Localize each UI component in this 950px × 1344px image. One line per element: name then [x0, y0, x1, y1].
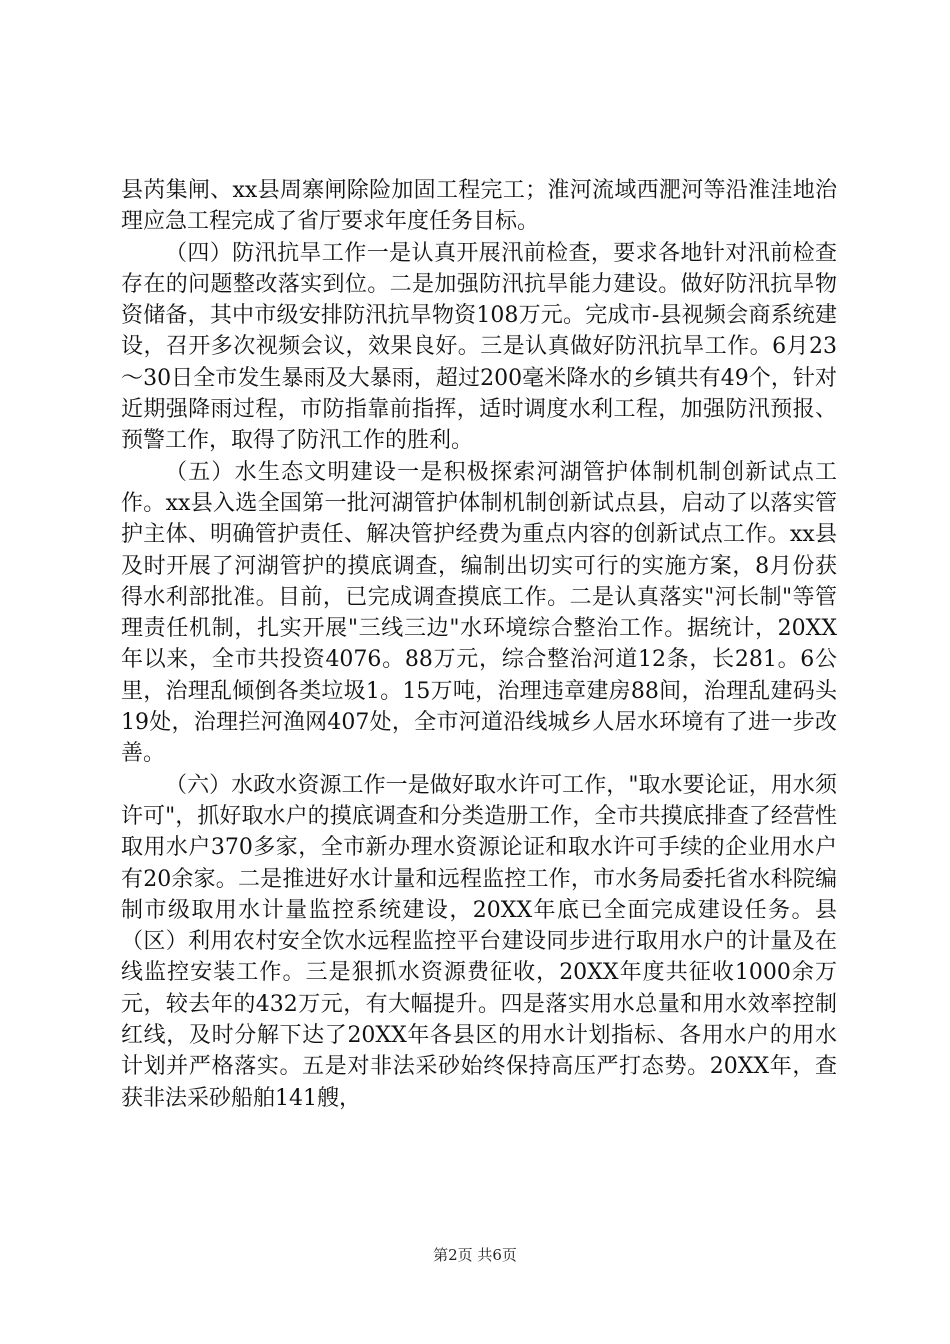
paragraph-continuation: 县芮集闸、xx县周寨闸除险加固工程完工；淮河流域西淝河等沿淮洼地治理应急工程完成了省厅要求年度任务目标。 [121, 178, 837, 235]
paragraph-flood-control: （四）防汛抗旱工作一是认真开展汛前检查，要求各地针对汛前检查存在的问题整改落实到位。二是加强防汛抗旱能力建设。做好防汛抗旱物资储备，其中市级安排防汛抗旱物资108万元。完成市-县视频会商系统建设，召开多次视频会议，效果良好。三是认真做好防汛抗旱工作。6月23～30日全市发生暴雨及大暴雨，超过200毫米降水的乡镇共有49个，针对近期强降雨过程，市防指靠前指挥，适时调度水利工程，加强防汛预报、预警工作，取得了防汛工作的胜利。 [121, 240, 837, 454]
paragraph-water-ecology: （五）水生态文明建设一是积极探索河湖管护体制机制创新试点工作。xx县入选全国第一批河湖管护体制机制创新试点县，启动了以落实管护主体、明确管护责任、解决管护经费为重点内容的创新试点工作。xx县及时开展了河湖管护的摸底调查，编制出切实可行的实施方案，8月份获得水利部批准。目前，已完成调查摸底工作。二是认真落实"河长制"等管理责任机制，扎实开展"三线三边"水环境综合整治工作。据统计，20XX年以来，全市共投资4076。88万元，综合整治河道12条，长281。6公里，治理乱倾倒各类垃圾1。15万吨，治理违章建房88间，治理乱建码头19处，治理拦河渔网407处，全市河道沿线城乡人居水环境有了进一步改善。 [121, 459, 837, 767]
paragraph-water-resources: （六）水政水资源工作一是做好取水许可工作，"取水要论证，用水须许可"，抓好取水户的摸底调查和分类造册工作，全市共摸底排查了经营性取用水户370多家，全市新办理水资源论证和取水许可手续的企业用水户有20余家。二是推进好水计量和远程监控工作，市水务局委托省水科院编制市级取用水计量监控系统建设，20XX年底已全面完成建设任务。县（区）利用农村安全饮水远程监控平台建设同步进行取用水户的计量及在线监控安装工作。三是狠抓水资源费征收，20XX年度共征收1000余万元，较去年的432万元，有大幅提升。四是落实用水总量和用水效率控制红线，及时分解下达了20XX年各县区的用水计划指标、各用水户的用水计划并严格落实。五是对非法采砂始终保持高压严打态势。20XX年，查获非法采砂船舶141艘， [121, 772, 837, 1111]
document-body [121, 175, 837, 1114]
page-footer: 第2页 共6页 [433, 1246, 517, 1264]
